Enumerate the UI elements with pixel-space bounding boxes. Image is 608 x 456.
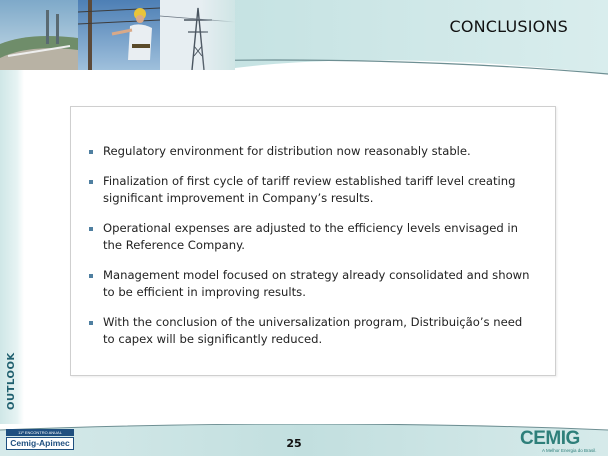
event-logo-name: Cemig-Apimec [6, 437, 74, 450]
bullet-item: Regulatory environment for distribution now reasonably stable. [89, 143, 535, 160]
slide-title: CONCLUSIONS [449, 17, 568, 36]
header-photo-collage [0, 0, 235, 70]
bullet-list [71, 107, 555, 348]
event-logo-top-text: 11º ENCONTRO ANUAL [6, 429, 74, 436]
bullet-item: Management model focused on strategy already consolidated and shown to be efficient in improving results. [89, 267, 535, 301]
content-box [70, 106, 556, 376]
brand-logo-mark: CEMIG [520, 428, 580, 449]
page-number: 25 [286, 437, 302, 450]
brand-logo [520, 429, 604, 453]
bullet-item: Operational expenses are adjusted to the efficiency levels envisaged in the Reference Company. [89, 220, 535, 254]
event-logo [6, 429, 74, 451]
brand-logo-tagline: A Melhor Energia do Brasil. [542, 448, 597, 453]
bullet-item: With the conclusion of the universalization program, Distribuição’s need to capex will be significantly reduced. [89, 314, 535, 348]
section-label: OUTLOOK [6, 352, 17, 410]
bullet-item: Finalization of first cycle of tariff review established tariff level creating significant improvement in Company’s results. [89, 173, 535, 207]
